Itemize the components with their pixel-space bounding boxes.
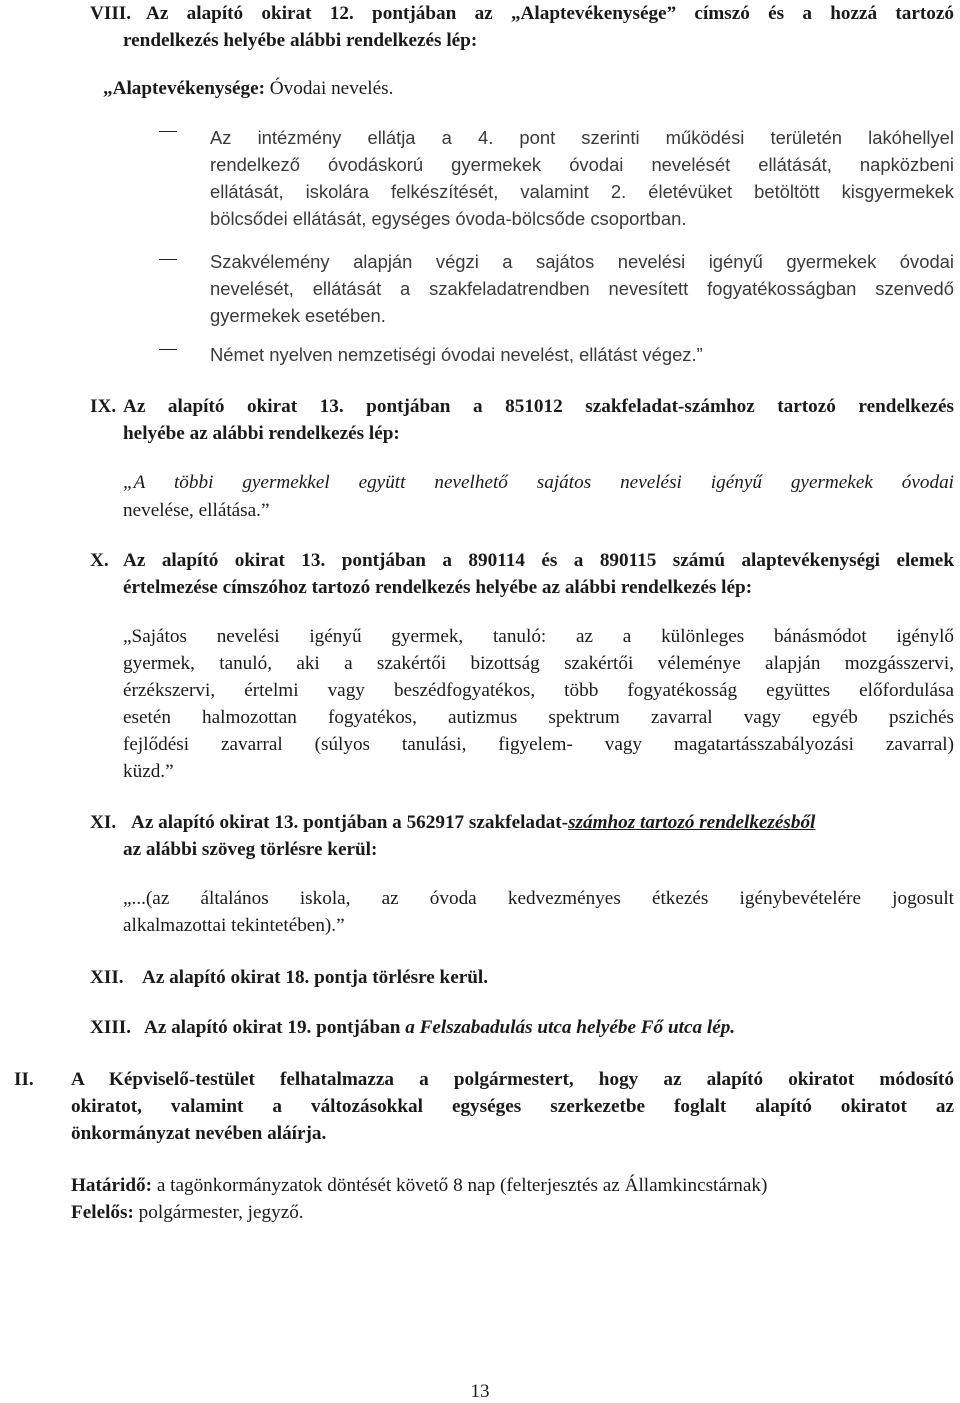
section-x-quote-line-2: gyermek, tanuló, aki a szakértői bizottság szakértői véleménye alapján mozgásszervi, <box>123 653 954 674</box>
bullet-2-line-1: Szakvélemény alapján végzi a sajátos nevelési igényű gyermekek óvodai <box>210 251 954 272</box>
quote-label: „Alaptevékenysége: <box>103 78 265 99</box>
bullet-dash <box>159 349 177 350</box>
quote-value: Óvodai nevelés. <box>265 78 394 99</box>
section-xi-line-1-italic: számhoz tartozó rendelkezésből <box>568 812 816 833</box>
section-viii-quote <box>103 75 803 102</box>
section-xi-quote-line-2: alkalmazottai tekintetében).” <box>123 915 345 936</box>
section-x-quote-line-1: „Sajátos nevelési igényű gyermek, tanuló: az a különleges bánásmódot igénylő <box>123 626 954 647</box>
section-xiii-italic: a Felszabadulás utca helyébe Fő utca lép. <box>405 1017 736 1038</box>
section-x-line-2: értelmezése címszóhoz tartozó rendelkezés helyébe az alábbi rendelkezés lép: <box>123 577 753 598</box>
section-xi-quote-line-1: „...(az általános iskola, az óvoda kedvezményes étkezés igénybevételére jogosult <box>123 888 954 909</box>
part-ii-line-1: A Képviselő-testület felhatalmazza a polgármestert, hogy az alapító okiratot módosító <box>71 1069 954 1090</box>
section-number-xi: XI. <box>90 812 117 833</box>
section-ix-line-1: Az alapító okirat 13. pontjában a 851012 szakfeladat-számhoz tartozó rendelkezés <box>123 396 954 417</box>
part-number-ii: II. <box>14 1069 34 1090</box>
responsible-label: Felelős: <box>71 1202 134 1223</box>
section-x-quote-line-5: fejlődési zavarral (súlyos tanulási, figyelem- vagy magatartásszabályozási zavarral) <box>123 734 954 755</box>
section-xi-line-1-bold: Az alapító okirat 13. pontjában a 562917 szakfeladat- <box>131 812 569 833</box>
section-x-quote-line-3: érzékszervi, értelmi vagy beszédfogyatékos, több fogyatékosság együttes előfordulása <box>123 680 954 701</box>
section-xi-line-1 <box>131 809 954 836</box>
section-viii-line-2: rendelkezés helyébe alábbi rendelkezés lép: <box>123 30 478 51</box>
bullet-1-line-2: rendelkező óvodáskorú gyermekek óvodai nevelését ellátását, napközbeni <box>210 154 954 175</box>
bullet-3-line-1: Német nyelven nemzetiségi óvodai nevelést, ellátást végez.” <box>210 344 703 365</box>
section-ix-quote-line-2: nevelése, ellátása.” <box>123 500 270 521</box>
part-ii-line-2: okiratot, valamint a változásokkal egységes szerkezetbe foglalt alapító okiratot az <box>71 1096 954 1117</box>
bullet-dash <box>159 131 177 132</box>
section-number-xiii: XIII. <box>90 1017 132 1038</box>
section-x-line-1: Az alapító okirat 13. pontjában a 890114 és a 890115 számú alaptevékenységi elemek <box>123 550 954 571</box>
bullet-1-line-3: ellátását, iskolára felkészítését, valamint 2. életévüket betöltött kisgyermekek <box>210 181 954 202</box>
section-x-quote-line-4: esetén halmozottan fogyatékos, autizmus spektrum zavarral vagy egyéb pszichés <box>123 707 954 728</box>
page-number: 13 <box>470 1381 490 1402</box>
section-x-quote-line-6: küzd.” <box>123 761 174 782</box>
bullet-2-line-3: gyermekek esetében. <box>210 305 386 326</box>
deadline-line <box>71 1172 954 1199</box>
section-xiii-text <box>144 1014 954 1041</box>
part-ii-line-3: önkormányzat nevében aláírja. <box>71 1123 327 1144</box>
section-ix-quote-line-1: „A többi gyermekkel együtt nevelhető sajátos nevelési igényű gyermekek óvodai <box>123 472 954 493</box>
responsible-value: polgármester, jegyző. <box>133 1202 304 1223</box>
section-xii-text: Az alapító okirat 18. pontja törlésre kerül. <box>142 967 489 988</box>
section-number-viii: VIII. <box>90 3 132 24</box>
bullet-1-line-4: bölcsődei ellátását, egységes óvoda-bölcsőde csoportban. <box>210 208 687 229</box>
section-ix-line-2: helyébe az alábbi rendelkezés lép: <box>123 423 400 444</box>
deadline-value: a tagönkormányzatok döntését követő 8 nap (felterjesztés az Államkincstárnak) <box>152 1175 768 1196</box>
section-number-xii: XII. <box>90 967 124 988</box>
deadline-label: Határidő: <box>71 1175 153 1196</box>
section-xiii-bold: Az alapító okirat 19. pontjában <box>144 1017 406 1038</box>
responsible-line <box>71 1199 954 1226</box>
bullet-dash <box>159 259 177 260</box>
bullet-2-line-2: nevelését, ellátását a szakfeladatrendben nevesített fogyatékosságban szenvedő <box>210 278 954 299</box>
section-number-ix: IX. <box>90 396 117 417</box>
section-xi-line-2: az alábbi szöveg törlésre kerül: <box>123 839 378 860</box>
section-viii-line-1: Az alapító okirat 12. pontjában az „Alaptevékenysége” címszó és a hozzá tartozó <box>146 3 954 24</box>
section-number-x: X. <box>90 550 109 571</box>
bullet-1-line-1: Az intézmény ellátja a 4. pont szerinti működési területén lakóhellyel <box>210 127 954 148</box>
